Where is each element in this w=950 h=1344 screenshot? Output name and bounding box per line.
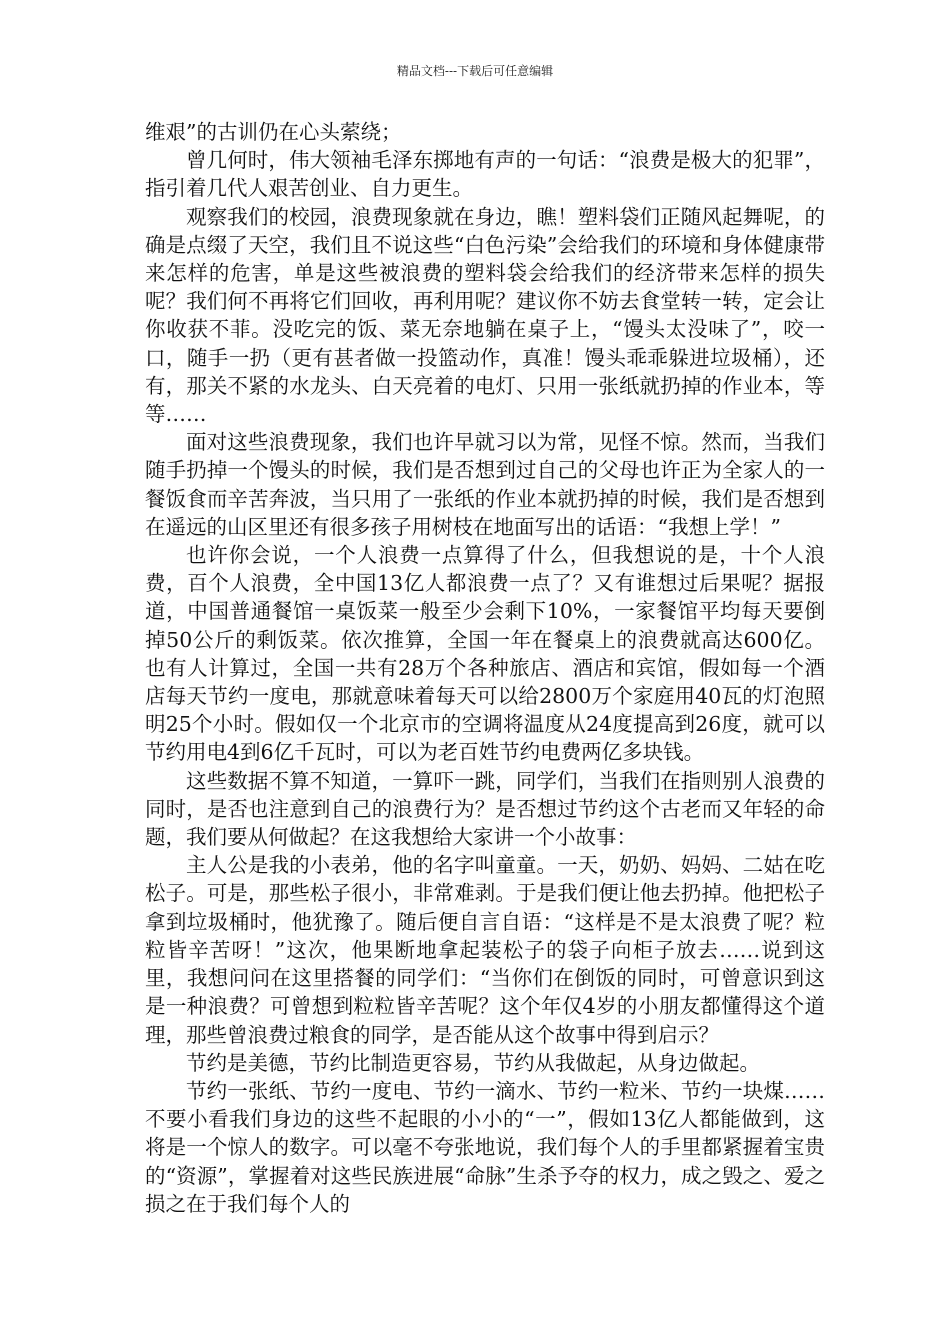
paragraph-2: 曾几何时，伟大领袖毛泽东掷地有声的一句话：“浪费是极大的犯罪”，指引着几代人艰苦创业、自力更生。 [145, 148, 825, 201]
paragraph-3: 观察我们的校园，浪费现象就在身边，瞧！塑料袋们正随风起舞呢，的确是点缀了天空，我们且不说这些“白色污染”会给我们的环境和身体健康带来怎样的危害，单是这些被浪费的塑料袋会给我们的经济带来怎样的损失呢？我们何不再将它们回收，再利用呢？建议你不妨去食堂转一转，定会让你收获不菲。没吃完的饭、菜无奈地躺在桌子上，“馒头太没味了”，咬一口，随手一扔（更有甚者做一投篮动作，真准！馒头乖乖躲进垃圾桶），还有，那关不紧的水龙头、白天亮着的电灯、只用一张纸就扔掉的作业本，等等…… [145, 204, 825, 427]
paragraph-5: 也许你会说，一个人浪费一点算得了什么，但我想说的是，十个人浪费，百个人浪费，全中国13亿人都浪费一点了？又有谁想过后果呢？据报道，中国普通餐馆一桌饭菜一般至少会剩下10%，一家餐馆平均每天要倒掉50公斤的剩饭菜。依次推算，全国一年在餐桌上的浪费就高达600亿。也有人计算过，全国一共有28万个各种旅店、酒店和宾馆，假如每一个酒店每天节约一度电，那就意味着每天可以给2800万个家庭用40瓦的灯泡照明25个小时。假如仅一个北京市的空调将温度从24度提高到26度，就可以节约用电4到6亿千瓦时，可以为老百姓节约电费两亿多块钱。 [145, 543, 825, 765]
paragraph-1: 维艰”的古训仍在心头萦绕； [145, 120, 402, 144]
paragraph-7: 主人公是我的小表弟，他的名字叫童童。一天，奶奶、妈妈、二姑在吃松子。可是，那些松子很小，非常难剥。于是我们便让他去扔掉。他把松子拿到垃圾桶时，他犹豫了。随后便自言自语：“这样是不是太浪费了呢？粒粒皆辛苦呀！”这次，他果断地拿起装松子的袋子向柜子放去……说到这里，我想问问在这里搭餐的同学们：“当你们在倒饭的同时，可曾意识到这是一种浪费？可曾想到粒粒皆辛苦呢？这个年仅4岁的小朋友都懂得这个道理，那些曾浪费过粮食的同学，是否能从这个故事中得到启示？ [145, 853, 825, 1047]
paragraph-6: 这些数据不算不知道，一算吓一跳，同学们，当我们在指则别人浪费的同时，是否也注意到自己的浪费行为？是否想过节约这个古老而又年轻的命题，我们要从何做起？在这我想给大家讲一个小故事： [145, 768, 825, 850]
paragraph-8: 节约是美德，节约比制造更容易，节约从我做起，从身边做起。 [186, 1050, 760, 1075]
page-header: 精品文档---下载后可任意编辑 [396, 64, 554, 78]
paragraph-4: 面对这些浪费现象，我们也许早就习以为常，见怪不惊。然而，当我们随手扔掉一个馒头的时候，我们是否想到过自己的父母也许正为全家人的一餐饭食而辛苦奔波，当只用了一张纸的作业本就扔掉的时候，我们是否想到在遥远的山区里还有很多孩子用树枝在地面写出的话语：“我想上学！” [145, 430, 825, 539]
paragraph-9: 节约一张纸、节约一度电、节约一滴水、节约一粒米、节约一块煤……不要小看我们身边的这些不起眼的小小的“一”，假如13亿人都能做到，这将是一个惊人的数字。可以毫不夸张地说，我们每个人的手里都紧握着宝贵的“资源”，掌握着对这些民族进展“命脉”生杀予夺的权力，成之毁之、爱之损之在于我们每个人的 [145, 1078, 825, 1216]
document-body [145, 118, 825, 1218]
